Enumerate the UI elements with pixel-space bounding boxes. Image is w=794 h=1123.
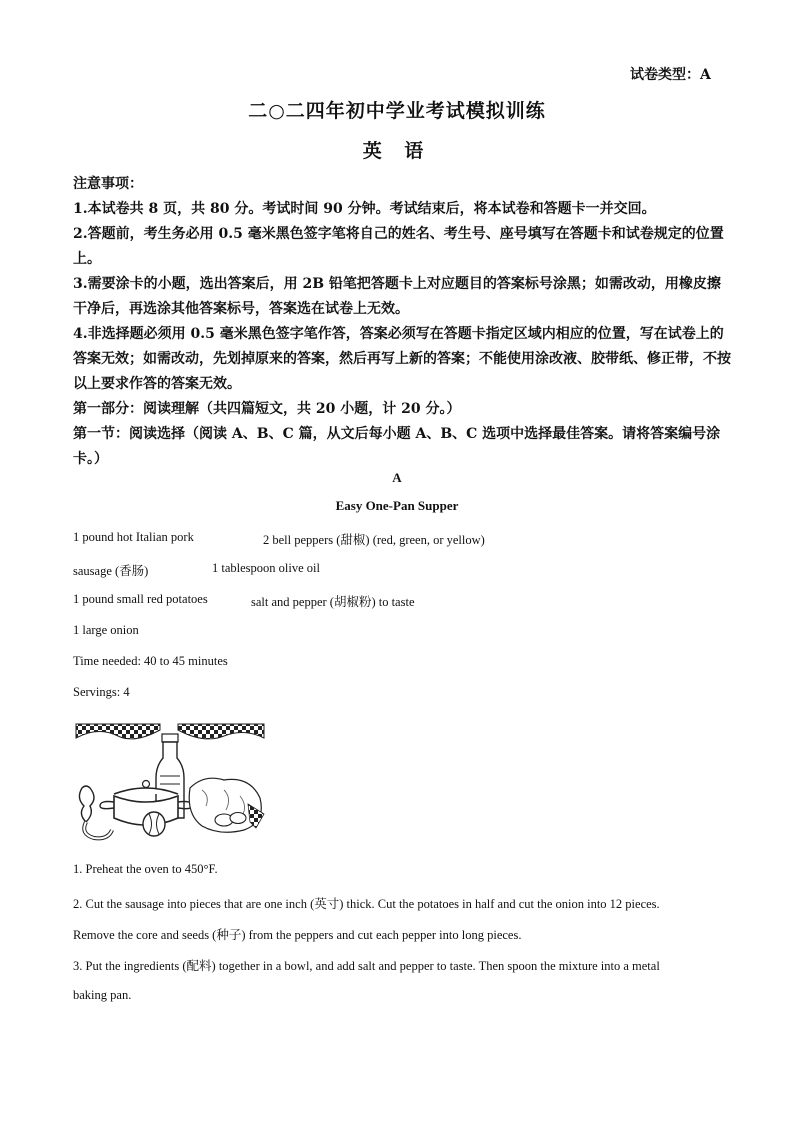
passage-label: A — [392, 470, 402, 485]
instructions-block — [73, 172, 733, 472]
cooking-illustration — [74, 718, 266, 844]
instruction-item-3: 3.需要涂卡的小题，选出答案后，用 2B 铅笔把答题卡上对应题目的答案标号涂黑；如需改动，用橡皮擦干净后，再选涂其他答案标号，答案选在试卷上无效。 — [73, 276, 721, 317]
ingredient-left: 1 pound hot Italian pork — [73, 530, 194, 544]
ingredient-left: 1 pound small red potatoes — [73, 592, 208, 606]
servings: Servings: 4 — [73, 685, 130, 699]
ingredient-right: 1 tablespoon olive oil — [212, 561, 320, 575]
recipe-step: baking pan. — [73, 988, 132, 1002]
ingredient-left: sausage (香肠) — [73, 564, 149, 578]
recipe-step: Remove the core and seeds (种子) from the peppers and cut each pepper into long pieces. — [73, 928, 522, 942]
part-one-heading: 第一部分：阅读理解（共四篇短文，共 20 小题，计 20 分。） — [73, 401, 461, 417]
exam-title: 二○二四年初中学业考试模拟训练 — [248, 100, 546, 122]
paper-type-label: 试卷类型：A — [630, 67, 711, 83]
section-one-heading: 第一节：阅读选择（阅读 A、B、C 篇，从文后每小题 A、B、C 选项中选择最佳答案。请将答案编号涂卡。） — [73, 426, 721, 467]
subject-title: 英 语 — [362, 140, 432, 162]
recipe-step: 1. Preheat the oven to 450°F. — [73, 862, 218, 876]
ingredient-left: 1 large onion — [73, 623, 139, 637]
ingredient-right: 2 bell peppers (甜椒) (red, green, or yellow) — [263, 533, 485, 547]
ingredient-right: salt and pepper (胡椒粉) to taste — [251, 595, 415, 609]
instruction-item-4: 4.非选择题必须用 0.5 毫米黑色签字笔作答，答案必须写在答题卡指定区域内相应的位置，写在试卷上的答案无效；如需改动，先划掉原来的答案，然后再写上新的答案；不能使用涂改液、胶带纸、修正带，不按以上要求作答的答案无效。 — [73, 326, 731, 392]
instruction-item-2: 2.答题前，考生务必用 0.5 毫米黑色签字笔将自己的姓名、考生号、座号填写在答题卡和试卷规定的位置上。 — [73, 226, 724, 267]
instructions-heading: 注意事项： — [73, 176, 143, 192]
instruction-item-1: 1.本试卷共 8 页，共 80 分。考试时间 90 分钟。考试结束后，将本试卷和答题卡一并交回。 — [73, 201, 656, 217]
recipe-step: 2. Cut the sausage into pieces that are one inch (英寸) thick. Cut the potatoes in half and cut the onion into 12 pieces. — [73, 897, 660, 911]
passage-title: Easy One-Pan Supper — [335, 498, 459, 513]
time-needed: Time needed: 40 to 45 minutes — [73, 654, 228, 668]
recipe-step: 3. Put the ingredients (配料) together in a bowl, and add salt and pepper to taste. Then spoon the mixture into a metal — [73, 959, 660, 973]
